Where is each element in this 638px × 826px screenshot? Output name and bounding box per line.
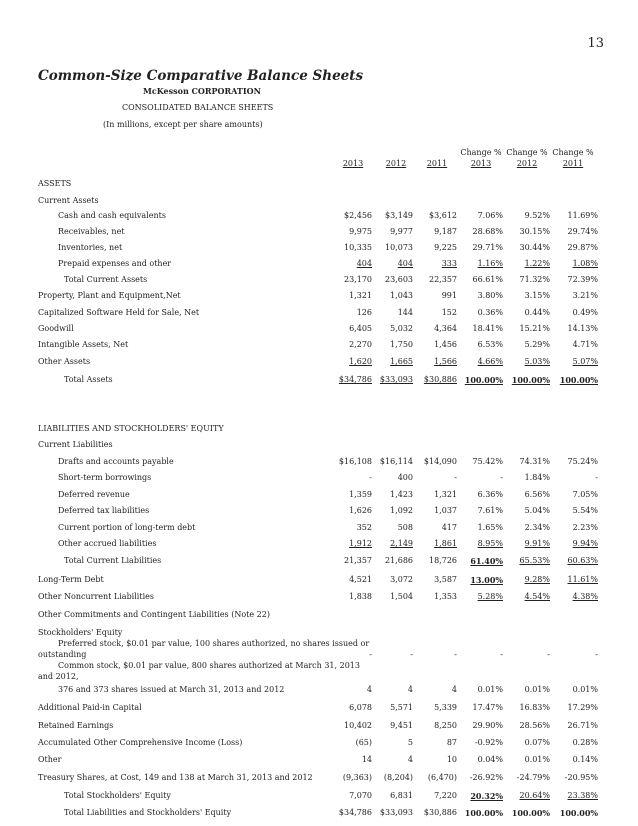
page-title: Common-Size Comparative Balance Sheets: [38, 68, 364, 84]
table-cell: 417: [441, 523, 457, 532]
statement-subtitle: CONSOLIDATED BALANCE SHEETS: [122, 103, 274, 112]
table-cell: 5.54%: [572, 506, 598, 515]
table-cell: 20.64%: [519, 791, 550, 800]
table-cell: 0.14%: [572, 755, 598, 764]
table-cell: 144: [397, 308, 413, 317]
row-label: Drafts and accounts payable: [58, 457, 174, 466]
table-cell: 26.71%: [567, 721, 598, 730]
table-cell: 61.40%: [470, 556, 503, 566]
table-cell: 5.03%: [524, 357, 550, 366]
row-label: Current Liabilities: [38, 440, 113, 449]
row-label: Prepaid expenses and other: [58, 259, 172, 268]
table-cell: 0.01%: [524, 755, 550, 764]
table-cell: -: [595, 473, 598, 482]
row-label: Other Noncurrent Liabilities: [38, 592, 154, 601]
column-header: [415, 147, 459, 169]
table-cell: 100.00%: [559, 808, 598, 818]
table-cell: 8.95%: [477, 539, 503, 548]
table-cell: 4.66%: [477, 357, 503, 366]
table-cell: 1,912: [349, 539, 372, 548]
table-cell: 60.63%: [567, 556, 598, 565]
table-cell: 0.01%: [477, 685, 503, 694]
table-cell: 23.38%: [567, 791, 598, 800]
table-cell: 4: [407, 755, 413, 764]
row-label: Goodwill: [38, 324, 74, 333]
table-cell: 2.23%: [572, 523, 598, 532]
table-cell: -: [500, 473, 503, 482]
table-cell: 66.61%: [472, 275, 503, 284]
table-cell: 1,838: [349, 592, 372, 601]
row-label: Current Assets: [38, 196, 99, 205]
column-header-line1: Change %: [460, 148, 502, 157]
table-cell: $30,886: [423, 375, 457, 384]
table-cell: 7,070: [349, 791, 372, 800]
column-header-line1: [331, 147, 375, 158]
table-cell: 2,270: [349, 340, 372, 349]
table-cell: 14: [361, 755, 372, 764]
table-cell: 5.07%: [572, 357, 598, 366]
table-cell: $34,786: [338, 375, 372, 384]
table-cell: 5: [407, 738, 413, 747]
row-label: Inventories, net: [58, 243, 123, 252]
table-cell: 15.21%: [519, 324, 550, 333]
table-cell: 9,975: [349, 227, 372, 236]
table-cell: 16.83%: [519, 703, 550, 712]
row-label: Other: [38, 755, 62, 764]
table-cell: 10,335: [344, 243, 372, 252]
column-header-line2: 2013: [470, 159, 492, 168]
row-label: Retained Earnings: [38, 721, 114, 730]
table-cell: 6.36%: [477, 490, 503, 499]
table-cell: 5,571: [390, 703, 413, 712]
column-header-line1: Change %: [552, 148, 594, 157]
table-cell: 100.00%: [511, 808, 550, 818]
table-cell: 13.00%: [470, 575, 503, 585]
table-cell: 9.91%: [524, 539, 550, 548]
table-cell: 7.61%: [477, 506, 503, 515]
table-cell: 2.34%: [524, 523, 550, 532]
table-cell: 0.44%: [524, 308, 550, 317]
table-cell: -20.95%: [564, 773, 598, 782]
table-cell: 0.28%: [572, 738, 598, 747]
row-label: outstanding: [38, 650, 87, 659]
table-cell: 3.15%: [524, 291, 550, 300]
table-cell: 23,170: [344, 275, 372, 284]
table-cell: 29.90%: [472, 721, 503, 730]
table-cell: 333: [441, 259, 457, 268]
table-cell: 1,321: [349, 291, 372, 300]
table-cell: -: [369, 473, 372, 482]
table-cell: 100.00%: [511, 375, 550, 385]
table-cell: 0.01%: [524, 685, 550, 694]
table-cell: 4.38%: [572, 592, 598, 601]
table-cell: 6.56%: [524, 490, 550, 499]
table-cell: 100.00%: [559, 375, 598, 385]
column-header-line2: 2011: [562, 159, 584, 168]
column-header-line2: 2012: [516, 159, 538, 168]
row-label: Total Assets: [64, 375, 113, 384]
column-header-line2: 2012: [385, 159, 407, 168]
table-cell: 152: [441, 308, 457, 317]
table-cell: 71.32%: [519, 275, 550, 284]
table-cell: 9,977: [390, 227, 413, 236]
table-cell: 10,402: [344, 721, 372, 730]
column-header: [374, 147, 418, 169]
table-cell: 75.24%: [567, 457, 598, 466]
table-cell: 400: [397, 473, 413, 482]
table-cell: 7,220: [434, 791, 457, 800]
table-cell: 87: [446, 738, 457, 747]
table-cell: $33,093: [379, 808, 413, 817]
table-cell: 1,321: [434, 490, 457, 499]
table-cell: 5.28%: [477, 592, 503, 601]
table-cell: 508: [397, 523, 413, 532]
table-cell: 9.52%: [524, 211, 550, 220]
table-cell: 1,359: [349, 490, 372, 499]
table-cell: 1,620: [349, 357, 372, 366]
table-cell: 23,603: [385, 275, 413, 284]
row-label: Accumulated Other Comprehensive Income (Loss): [38, 738, 243, 747]
table-cell: 1,504: [390, 592, 413, 601]
table-cell: 20.32%: [470, 791, 503, 801]
table-cell: 126: [356, 308, 372, 317]
table-cell: 65.53%: [519, 556, 550, 565]
table-cell: 17.29%: [567, 703, 598, 712]
table-cell: 21,357: [344, 556, 372, 565]
table-cell: 0.01%: [572, 685, 598, 694]
table-cell: 6,405: [349, 324, 372, 333]
table-cell: 18,726: [429, 556, 457, 565]
table-cell: 1.08%: [572, 259, 598, 268]
table-cell: (8,204): [383, 773, 413, 782]
row-label: Other accrued liabilities: [58, 539, 157, 548]
table-cell: 6,078: [349, 703, 372, 712]
table-cell: 75.42%: [472, 457, 503, 466]
table-cell: 21,686: [385, 556, 413, 565]
row-label: Receivables, net: [58, 227, 125, 236]
table-cell: 9.94%: [572, 539, 598, 548]
table-cell: 29.74%: [567, 227, 598, 236]
column-header: [551, 147, 595, 169]
table-cell: 6,831: [390, 791, 413, 800]
table-cell: 4,364: [434, 324, 457, 333]
row-label: Treasury Shares, at Cost, 149 and 138 at March 31, 2013 and 2012: [38, 773, 313, 782]
table-cell: 0.04%: [477, 755, 503, 764]
column-header: [459, 147, 503, 169]
table-cell: 4.71%: [572, 340, 598, 349]
table-cell: -24.79%: [516, 773, 550, 782]
row-label: Intangible Assets, Net: [38, 340, 129, 349]
table-cell: $3,612: [429, 211, 457, 220]
table-cell: 4.54%: [524, 592, 550, 601]
table-cell: 74.31%: [519, 457, 550, 466]
table-cell: -: [410, 650, 413, 659]
table-cell: 4: [407, 685, 413, 694]
table-cell: 1,566: [434, 357, 457, 366]
table-cell: 4: [451, 685, 457, 694]
table-cell: $30,886: [423, 808, 457, 817]
table-cell: 1,456: [434, 340, 457, 349]
table-cell: 100.00%: [464, 808, 503, 818]
table-cell: 9,451: [390, 721, 413, 730]
company-name: McKesson CORPORATION: [143, 86, 261, 96]
table-cell: 11.61%: [567, 575, 598, 584]
table-cell: -: [547, 650, 550, 659]
row-label: Deferred revenue: [58, 490, 130, 499]
page-number: 13: [587, 36, 604, 51]
table-cell: 404: [397, 259, 413, 268]
table-cell: 1,353: [434, 592, 457, 601]
table-cell: $2,456: [344, 211, 372, 220]
table-cell: 4: [366, 685, 372, 694]
row-label: Total Stockholders' Equity: [64, 791, 171, 800]
table-cell: 1.84%: [524, 473, 550, 482]
row-label: Deferred tax liabilities: [58, 506, 150, 515]
table-cell: 72.39%: [567, 275, 598, 284]
table-cell: 9,225: [434, 243, 457, 252]
row-label: Total Current Liabilities: [64, 556, 162, 565]
table-cell: $3,149: [385, 211, 413, 220]
table-cell: 28.56%: [519, 721, 550, 730]
table-cell: -26.92%: [469, 773, 503, 782]
table-cell: 5.04%: [524, 506, 550, 515]
table-cell: 7.05%: [572, 490, 598, 499]
column-header: [505, 147, 549, 169]
table-cell: 1,861: [434, 539, 457, 548]
row-label: Stockholders' Equity: [38, 628, 123, 637]
table-cell: 1,423: [390, 490, 413, 499]
table-cell: (65): [355, 738, 372, 747]
table-cell: 404: [356, 259, 372, 268]
table-cell: 9,187: [434, 227, 457, 236]
table-cell: 5,339: [434, 703, 457, 712]
row-label: Preferred stock, $0.01 par value, 100 shares authorized, no shares issued or: [58, 639, 370, 648]
table-cell: 4,521: [349, 575, 372, 584]
table-cell: $14,090: [423, 457, 457, 466]
row-label: Other Commitments and Contingent Liabilities (Note 22): [38, 610, 270, 619]
table-cell: 1,665: [390, 357, 413, 366]
column-header-line1: [374, 147, 418, 158]
table-cell: 3.21%: [572, 291, 598, 300]
table-cell: 3,072: [390, 575, 413, 584]
row-label: Total Current Assets: [64, 275, 148, 284]
table-cell: -0.92%: [474, 738, 503, 747]
row-label: Long-Term Debt: [38, 575, 104, 584]
row-label: LIABILITIES AND STOCKHOLDERS' EQUITY: [38, 424, 224, 433]
table-cell: 1.22%: [524, 259, 550, 268]
row-label: Cash and cash equivalents: [58, 211, 166, 220]
column-header: [331, 147, 375, 169]
table-cell: 10: [446, 755, 457, 764]
row-label: Short-term borrowings: [58, 473, 152, 482]
row-label: Additional Paid-in Capital: [38, 703, 142, 712]
table-cell: 352: [356, 523, 372, 532]
table-cell: 1,043: [390, 291, 413, 300]
table-cell: $16,108: [338, 457, 372, 466]
table-cell: 0.36%: [477, 308, 503, 317]
table-cell: 29.87%: [567, 243, 598, 252]
table-cell: -: [369, 650, 372, 659]
table-cell: 1.16%: [477, 259, 503, 268]
table-cell: 1,092: [390, 506, 413, 515]
table-cell: 1.65%: [477, 523, 503, 532]
row-label: Other Assets: [38, 357, 91, 366]
table-cell: 30.44%: [519, 243, 550, 252]
table-cell: 1,750: [390, 340, 413, 349]
column-header-line1: [415, 147, 459, 158]
table-cell: 0.07%: [524, 738, 550, 747]
table-cell: $34,786: [338, 808, 372, 817]
table-cell: 5,032: [390, 324, 413, 333]
table-cell: -: [500, 650, 503, 659]
table-cell: 1,626: [349, 506, 372, 515]
column-header-line2: 2011: [426, 159, 448, 168]
table-cell: 29.71%: [472, 243, 503, 252]
row-label: Current portion of long-term debt: [58, 523, 196, 532]
table-cell: -: [454, 473, 457, 482]
table-cell: 0.49%: [572, 308, 598, 317]
column-header-line1: Change %: [506, 148, 548, 157]
table-cell: 8,250: [434, 721, 457, 730]
table-cell: 3.80%: [477, 291, 503, 300]
table-cell: 5.29%: [524, 340, 550, 349]
row-label: and 2012,: [38, 672, 79, 681]
table-cell: 17.47%: [472, 703, 503, 712]
row-label: 376 and 373 shares issued at March 31, 2013 and 2012: [58, 685, 285, 694]
row-label: ASSETS: [38, 179, 72, 188]
table-cell: (9,363): [342, 773, 372, 782]
table-cell: 22,357: [429, 275, 457, 284]
table-cell: 3,587: [434, 575, 457, 584]
units-note: (In millions, except per share amounts): [103, 120, 263, 129]
table-cell: 6.53%: [477, 340, 503, 349]
table-cell: 11.69%: [567, 211, 598, 220]
table-cell: 28.68%: [472, 227, 503, 236]
table-cell: 9.28%: [524, 575, 550, 584]
table-cell: 18.41%: [472, 324, 503, 333]
table-cell: 10,073: [385, 243, 413, 252]
table-cell: 991: [441, 291, 457, 300]
table-cell: $33,093: [379, 375, 413, 384]
table-cell: 2,149: [390, 539, 413, 548]
row-label: Common stock, $0.01 par value, 800 shares authorized at March 31, 2013: [58, 661, 360, 670]
table-cell: (6,470): [427, 773, 457, 782]
table-cell: $16,114: [379, 457, 413, 466]
row-label: Total Liabilities and Stockholders' Equity: [64, 808, 232, 817]
table-cell: 7.06%: [477, 211, 503, 220]
row-label: Capitalized Software Held for Sale, Net: [38, 308, 200, 317]
table-cell: 1,037: [434, 506, 457, 515]
table-cell: -: [454, 650, 457, 659]
table-cell: -: [595, 650, 598, 659]
table-cell: 100.00%: [464, 375, 503, 385]
row-label: Property, Plant and Equipment,Net: [38, 291, 181, 300]
column-header-line2: 2013: [342, 159, 364, 168]
table-cell: 14.13%: [567, 324, 598, 333]
table-cell: 30.15%: [519, 227, 550, 236]
